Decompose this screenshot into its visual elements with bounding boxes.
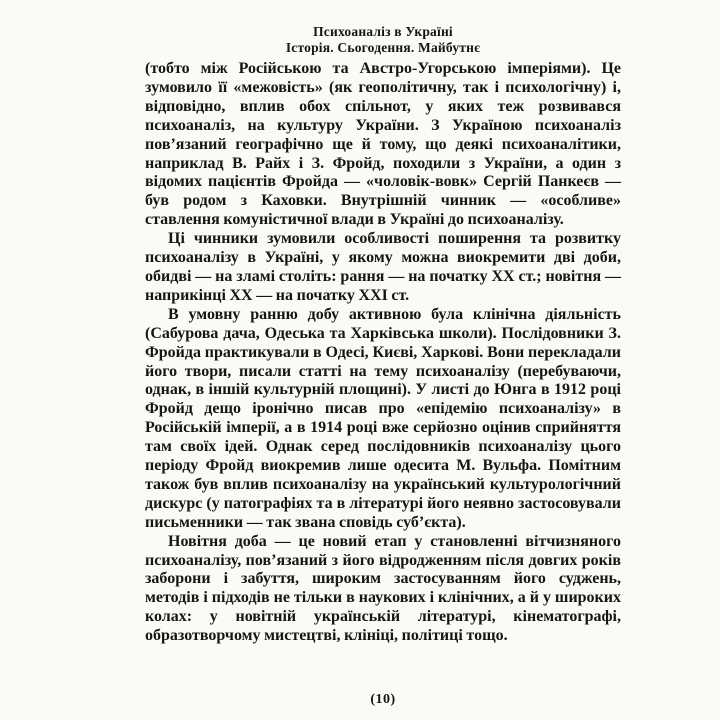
paragraph-continuation: (тобто між Російською та Австро-Угорською імперіями). Це зумовило її «межовість» (як геополітичну, так і психологічну) і, відповідно, вплив обох спільнот, у яких теж розвивався психоаналіз, на культуру України. З Україною психоаналіз пов’язаний географічно ще й тому, що деякі психоаналітики, наприклад В. Райх і З. Фройд, походили з України, а один з відомих пацієнтів Фройда — «чоловік-вовк» Сергій Панкеєв — був родом з Каховки. Внутрішній чинник — «особливе» ставлення комуністичної влади в Україні до психоаналізу.: [145, 60, 621, 229]
page-body: [145, 60, 621, 646]
paragraph: Новітня доба — це новий етап у становленні вітчизняного психоаналізу, пов’язаний з його відродженням після довгих років заборони і забуття, широким застосуванням його суджень, методів і підходів не тільки в наукових і клінічних, а й у широких колах: у новітній українській літературі, кінематографі, образотворчому мистецтві, клініці, політиці тощо.: [145, 532, 621, 645]
paragraph: В умовну ранню добу активною була клінічна діяльність (Сабурова дача, Одеська та Харківська школи). Послідовники З. Фройда практикували в Одесі, Києві, Харкові. Вони перекладали його твори, писали статті на тему психоаналізу (перебуваючи, однак, в іншій культурній площині). У листі до Юнга в 1912 році Фройд дещо іронічно писав про «епідемію психоаналізу» в Російській імперії, а в 1914 році вже серйозно оцінив сприйняття там своїх ідей. Однак серед послідовників психоаналізу цього періоду Фройд виокремив лише одесита М. Вульфа. Помітним також був вплив психоаналізу на український культурологічний дискурс (у патографіях та в літературі його неявно застосовували письменники — так звана сповідь суб’єкта).: [145, 305, 621, 531]
page-number: (10): [370, 692, 396, 707]
running-header: [145, 24, 621, 55]
running-header-title: Психоаналіз в Україні: [313, 24, 453, 39]
paragraph: Ці чинники зумовили особливості поширення та розвитку психоаналізу в Україні, у якому можна виокремити дві доби, обидві — на зламі століть: рання — на початку XX ст.; новітня — наприкінці XX — на початку XXI ст.: [145, 230, 621, 304]
running-header-subtitle: Історія. Сьогодення. Майбутнє: [285, 39, 481, 55]
page-footer: [145, 692, 621, 708]
